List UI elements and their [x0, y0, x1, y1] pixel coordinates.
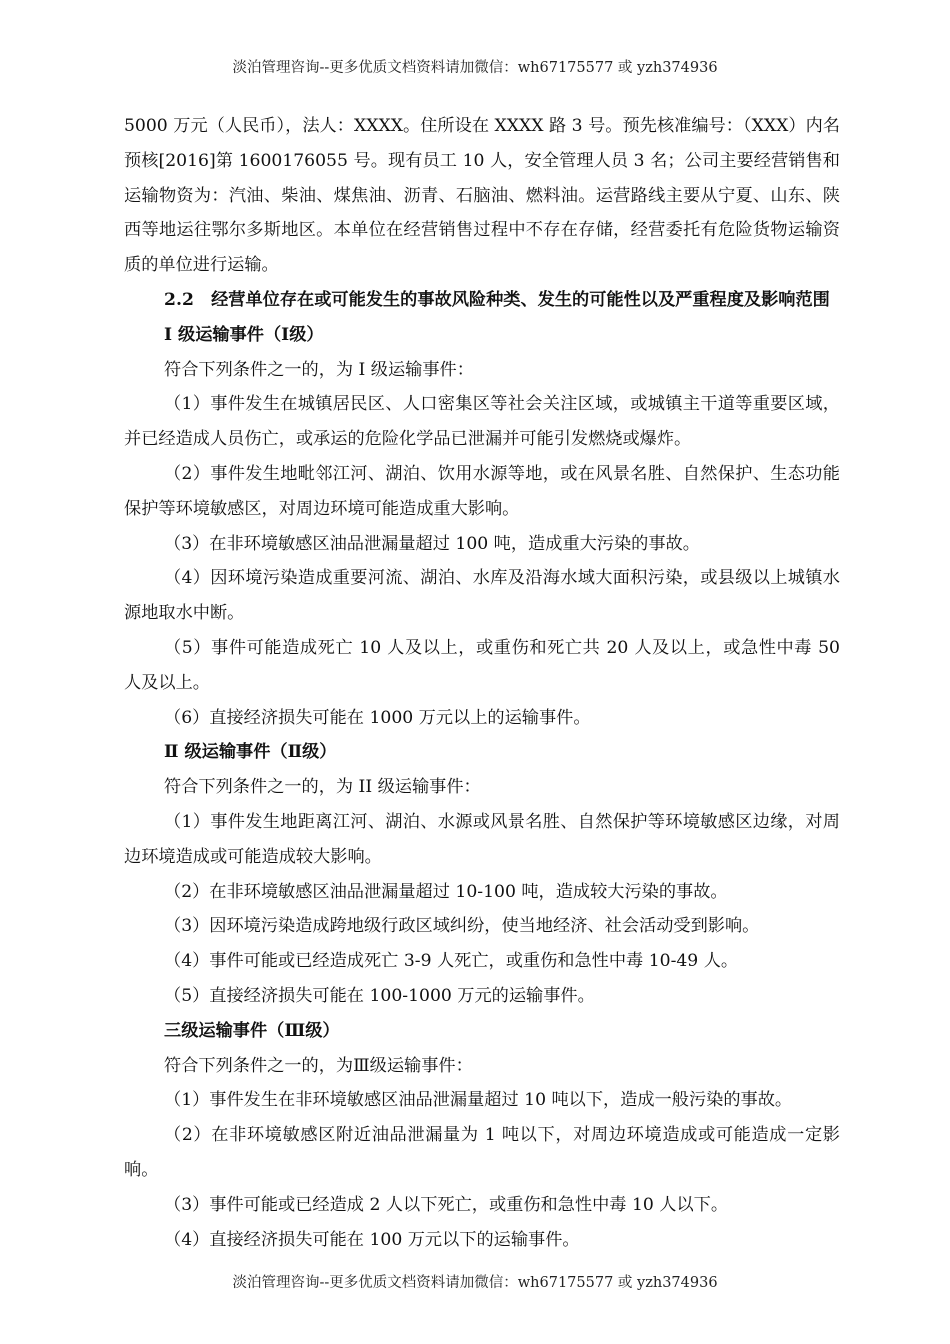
list-item: （3）因环境污染造成跨地级行政区域纠纷，使当地经济、社会活动受到影响。: [164, 916, 760, 937]
level-1-block: [124, 318, 840, 736]
level-3-block: [124, 1014, 840, 1258]
level-lead: 符合下列条件之一的，为 I 级运输事件：: [164, 359, 474, 380]
page-header: 淡泊管理咨询--更多优质文档资料请加微信：wh67175577 或 yzh374936: [232, 60, 718, 76]
list-item: （2）在非环境敏感区附近油品泄漏量为 1 吨以下，对周边环境造成或可能造成一定影响。: [124, 1125, 840, 1180]
level-heading: 三级运输事件（Ⅲ级）: [164, 1020, 340, 1041]
list-item: （3）事件可能或已经造成 2 人以下死亡，或重伤和急性中毒 10 人以下。: [164, 1194, 729, 1215]
list-item: （5）事件可能造成死亡 10 人及以上，或重伤和死亡共 20 人及以上，或急性中毒 50 人及以上。: [124, 637, 840, 693]
page-footer: 淡泊管理咨询--更多优质文档资料请加微信：wh67175577 或 yzh374936: [232, 1275, 718, 1291]
list-item: （1）事件发生在城镇居民区、人口密集区等社会关注区域，或城镇主干道等重要区域，并已经造成人员伤亡，或承运的危险化学品已泄漏并可能引发燃烧或爆炸。: [124, 394, 840, 450]
list-item: （2）在非环境敏感区油品泄漏量超过 10-100 吨，造成较大污染的事故。: [164, 881, 728, 902]
list-item: （4）事件可能或已经造成死亡 3-9 人死亡，或重伤和急性中毒 10-49 人。: [164, 951, 739, 972]
level-lead: 符合下列条件之一的，为 II 级运输事件：: [164, 777, 481, 798]
intro-paragraph: 5000 万元（人民币），法人：XXXX。住所设在 XXXX 路 3 号。预先核准编号：（XXX）内名预核[2016]第 1600176055 号。现有员工 10 人，安全管理人员 3 名；公司主要经营销售和运输物资为：汽油、柴油、煤焦油、沥青、石脑油、燃料油。运营路线主要从宁夏、山东、陕西等地运往鄂尔多斯地区。本单位在经营销售过程中不存在存储，经营委托有危险货物运输资质的单位进行运输。: [124, 116, 840, 276]
list-item: （4）直接经济损失可能在 100 万元以下的运输事件。: [164, 1229, 580, 1250]
level-heading: Ⅰ 级运输事件（Ⅰ级）: [164, 324, 324, 345]
list-item: （3）在非环境敏感区油品泄漏量超过 100 吨，造成重大污染的事故。: [164, 533, 700, 554]
document-body: [124, 109, 840, 1257]
level-lead: 符合下列条件之一的，为Ⅲ级运输事件：: [164, 1055, 473, 1076]
list-item: （1）事件发生地距离江河、湖泊、水源或风景名胜、自然保护等环境敏感区边缘，对周边环境造成或可能造成较大影响。: [124, 811, 840, 867]
section-title: 2.2 经营单位存在或可能发生的事故风险种类、发生的可能性以及严重程度及影响范围: [164, 289, 830, 310]
list-item: （1）事件发生在非环境敏感区油品泄漏量超过 10 吨以下，造成一般污染的事故。: [164, 1090, 793, 1111]
list-item: （5）直接经济损失可能在 100-1000 万元的运输事件。: [164, 985, 595, 1006]
level-2-block: [124, 735, 840, 1013]
list-item: （6）直接经济损失可能在 1000 万元以上的运输事件。: [164, 707, 591, 728]
list-item: （4）因环境污染造成重要河流、湖泊、水库及沿海水域大面积污染，或县级以上城镇水源地取水中断。: [124, 568, 840, 624]
list-item: （2）事件发生地毗邻江河、湖泊、饮用水源等地，或在风景名胜、自然保护、生态功能保护等环境敏感区，对周边环境可能造成重大影响。: [124, 463, 840, 519]
level-heading: Ⅱ 级运输事件（Ⅱ级）: [164, 742, 337, 763]
